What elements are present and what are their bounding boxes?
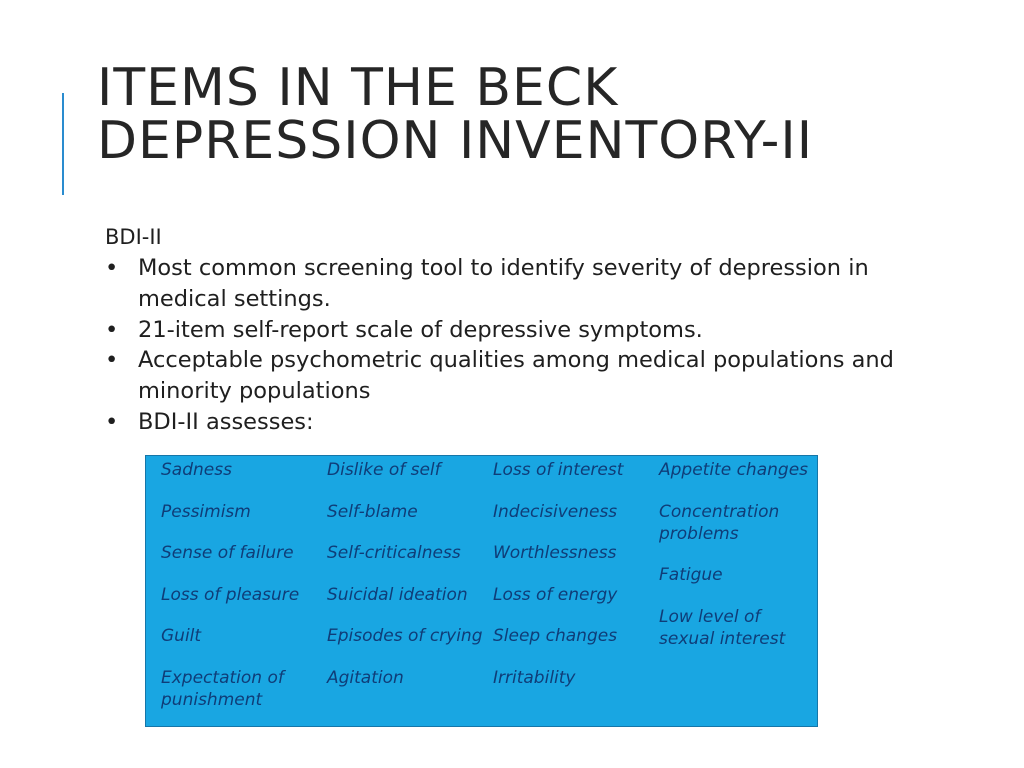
bdi-items-box [145,455,818,727]
bdi-item: Expectation of punishment [161,667,284,710]
bullet-text: BDI-II assesses: [138,408,314,435]
bullet-text: Acceptable psychometric qualities among medical populations and minority populations [138,347,894,405]
items-column-3 [493,459,653,708]
bdi-item: Loss of energy [493,584,618,605]
bdi-item: Suicidal ideation [327,584,468,605]
bdi-item: Appetite changes [659,460,809,480]
bullet-item [105,253,945,315]
bdi-item: Pessimism [161,501,251,522]
items-column-4 [659,459,817,669]
bdi-item: Guilt [161,626,202,646]
bdi-item: Loss of interest [493,460,624,480]
bullet-text: Most common screening tool to identify severity of depression in medical settings. [138,255,869,312]
bdi-item: Episodes of crying [327,626,483,646]
bdi-item: Worthlessness [493,543,617,563]
bullet-text: 21-item self-report scale of depressive symptoms. [138,316,703,343]
bdi-item: Dislike of self [327,460,441,480]
bullet-icon: • [105,316,119,343]
bdi-item: Low level of sexual interest [659,606,786,649]
bdi-item: Self-blame [327,501,418,522]
bdi-item: Indecisiveness [493,501,618,522]
bdi-item: Fatigue [659,565,723,585]
bdi-item: Loss of pleasure [161,584,300,605]
items-column-1 [161,459,321,730]
subheading: BDI-II [105,225,162,249]
bullet-icon: • [105,408,119,435]
bullet-item [105,315,945,346]
bdi-item: Irritability [493,667,576,688]
bdi-item: Sleep changes [493,626,618,646]
bdi-item: Agitation [327,667,404,688]
bullet-icon: • [105,347,119,374]
slide-body [105,223,945,438]
bdi-item: Sense of failure [161,543,294,563]
bdi-item: Sadness [161,460,232,480]
bdi-item: Concentration problems [659,501,780,544]
bullet-item [105,345,945,407]
bdi-item: Self-criticalness [327,543,461,563]
bullet-list [105,253,945,438]
bullet-item [105,407,945,438]
title-accent-bar [62,93,64,195]
items-column-2 [327,459,487,708]
bullet-icon: • [105,255,119,281]
slide-title: ITEMS IN THE BECK DEPRESSION INVENTORY-II [97,58,814,171]
